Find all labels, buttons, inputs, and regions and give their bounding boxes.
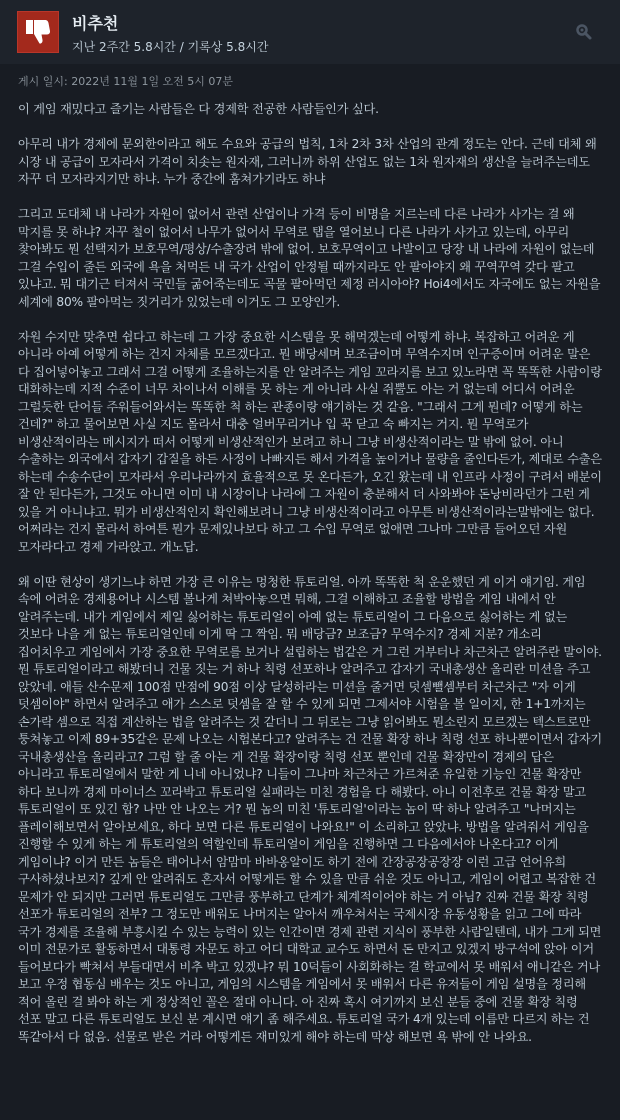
review-paragraph: 그리고 도대체 내 나라가 자원이 없어서 관련 산업이나 가격 등이 비명을 지르는데 다른 나라가 사가는 걸 왜 막지를 못 하냐? 자꾸 철이 없어서 나무가 없어서 무역로 탭을 열어보니 다른 나라가 사가고 있는데, 아무리 찾아봐도 뭔 선택지가 보호무역/평상/수출장려 밖에 없어. 보호무역이고 나발이고 당장 내 나라에 자원이 없는데 그걸 수입이 줄든 외국에 욕을 처먹든 내 국가 산업이 안정될 때까지라도 안 팔아야지 왜 꾸역꾸역 갖다 팔고 있냐고. 뭐 대기근 터져서 국민들 굶어죽는데도 곡물 팔아먹던 제정 러시아야? Hoi4에서도 자국에도 없는 자원을 세계에 80% 팔아먹는 짓거리가 있었는데 이거도 그 모양인가. <box>18 207 601 309</box>
review-header <box>0 0 620 64</box>
review-body <box>18 101 603 1046</box>
playtime-hours: 지난 2주간 5.8시간 / 기록상 5.8시간 <box>72 40 269 54</box>
thumbs-down-icon <box>17 11 59 53</box>
gear-icon[interactable] <box>574 22 594 42</box>
review-verdict: 비추천 <box>72 14 119 33</box>
review-paragraph: 아무리 내가 경제에 문외한이라고 해도 수요와 공급의 법칙, 1차 2차 3차 산업의 관계 정도는 안다. 근데 대체 왜 시장 내 공급이 모자라서 가격이 치솟는 원자재, 그러니까 하위 산업도 없는 1차 원자재의 생산을 늘려주는데도 자꾸 더 모자라지기만 하냐. 누가 중간에 훔쳐가기라도 하냐 <box>18 137 597 186</box>
review-paragraph: 자원 수지만 맞추면 쉽다고 하는데 그 가장 중요한 시스템을 못 해먹겠는데 어떻게 하냐. 복잡하고 어려운 게 아니라 아예 어떻게 하는 건지 자체를 모르겠다고. 뭔 배당세며 보조금이며 무역수지며 인구증이며 어려운 말은 다 집어넣어놓고 그래서 그걸 어떻게 조율하는지를 안 알려주는 게임 꼬라지를 보고 있노라면 꼭 똑똑한 사람이랑 대화하는데 지적 수준이 너무 차이나서 이해를 못 하는 게 아니라 사실 쥐뿔도 아는 거 없는데 어디서 어려운 그럴듯한 단어들 주워들어와서는 똑똑한 척 하는 관종이랑 얘기하는 것 같음. "그래서 그게 뭔데? 어떻게 하는 건데?" 하고 물어보면 사실 지도 몰라서 대충 얼버무리거나 입 꾹 닫고 숙 빠지는 거지. 뭔 무역로가 비생산적이라는 메시지가 떠서 어떻게 비생산적인가 보려고 하니 그냥 비생산적이라는 말 밖에 없어. 아니 수출하는 외국에서 갑자기 갑질을 하든 사정이 나빠지든 해서 가격을 높이거나 물량을 줄인다든가, 제대로 수출은 하는데 수송수단이 모자라서 우리나라까지 효율적으로 못 온다든가, 오긴 왔는데 내 인프라 사정이 구려서 배분이 잘 안 된다든가, 그것도 아니면 이미 내 시장이나 나라에 그 자원이 충분해서 더 사와봐야 돈낭비라던가 그런 게 있을 거 아니냐고. 뭐가 비생산적인지 확인해보려니 그냥 비생산적이라고 아무튼 비생산적이라는말밖에는 없다. 어쩌라는 건지 몰라서 하여튼 뭔가 문제있나보다 하고 그 수입 무역로 없애면 그나마 그만큼 들어오던 자원 모자라다고 경제 가라앉고. 개노답. <box>18 329 602 554</box>
posted-date: 게시 일시: 2022년 11월 1일 오전 5시 07분 <box>18 75 234 88</box>
review-paragraph: 왜 이딴 현상이 생기느냐 하면 가장 큰 이유는 멍청한 튜토리얼. 아까 똑똑한 척 운운했던 게 이거 얘기임. 게임 속에 어려운 경제용어나 시스템 볼나게 쳐박아놓으면 뭐해, 그걸 이해하고 조율할 방법을 게임 내에서 안 알려주는데. 내가 게임에서 제일 싫어하는 튜토리얼이 아예 없는 튜토리얼이 그 다음으로 싫어하는 게 없는 것보다 나을 게 없는 튜토리얼인데 이게 딱 그 짝임. 뭐 배당금? 보조금? 무역수지? 경제 지분? 개소리 집어치우고 게임에서 가장 중요한 무역로를 보거나 설립하는 법같은 거 그런 거부터나 차근차근 알려주란 말이야. 뭔 튜토리얼이라고 해봤더니 건물 짓는 거 하나 칙령 선포하나 알려주고 갑자기 국내총생산 올리란 미션을 주고 앉았네. 애들 산수문제 100점 만점에 90점 이상 달성하라는 미션을 줄거면 덧셈뺄셈부터 차근차근 "자 이게 덧셈이야" 하면서 알려주고 애가 스스로 덧셈을 잘 할 수 있게 되면 그제서야 시험을 볼 일이지, 한 1+1까지는 손가락 셈으로 직접 계산하는 법을 알려주는 것 같더니 그 뒤로는 그냥 읽어봐도 뭔소린지 모르겠는 텍스트로만 퉁쳐놓고 이제 89+35같은 문제 나오는 시험본다고? 알려주는 건 건물 확장 하나 칙령 선포 하나뿐이면서 갑자기 국내총생산을 올리라고? 그럼 할 줄 아는 게 건물 확장이랑 칙령 선포 뿐인데 건물 확장만이 경제의 답은 아니라고 튜토리얼에서 말한 게 니네 아니었냐? 니들이 그나마 차근차근 가르쳐준 유일한 기능인 건물 확장만 하다 보니까 경제 마이너스 꼬라박고 튜토리얼 실패라는 미친 경험을 다 해봤다. 아니 이전후로 건물 확장 말고 튜토리얼이 또 있긴 함? 나만 안 나오는 거? 뭔 놈의 미친 '튜토리얼'이라는 놈이 딱 하나 알려주고 "나머지는 플레이해보면서 알아보세요, 하다 보면 다른 튜토리얼이 나와요!" 이 소리하고 앉았냐. 방법을 알려줘서 게임을 진행할 수 있게 하는 게 튜토리얼의 역할인데 튜토리얼이 게임을 진행하면 그 다음에서야 나온다고? 이게 게임이냐? 이거 만든 놈들은 태어나서 암맘마 바바옹알이도 하기 전에 간장공장공장장 이런 고급 언어유희 구사하셨나보지? 깊게 안 알려줘도 혼자서 어떻게든 할 수 있을 만큼 쉬운 것도 아니고, 게임이 어렵고 복잡한 건 문제가 안 되지만 그러면 튜토리얼도 그만큼 풍부하고 단계가 체계적이어야 하는 거 아님? 진짜 건물 확장 칙령 선포가 튜토리얼의 전부? 그 정도만 배워도 나머지는 알아서 깨우쳐서는 국제시장 유동성황을 읽고 그에 따라 국가 경제를 조율해 부흥시킬 수 있는 능력이 있는 인간이면 경제 관련 지식이 풍부한 사람일텐데, 내가 그게 되면 이미 전문가로 활동하면서 대통령 자문도 하고 어디 대학교 교수도 하면서 돈 만지고 있겠지 방구석에 앉아 이거 들어보다가 빡쳐서 부들대면서 비추 박고 있겠냐? 뭐 10덕들이 사회화하는 걸 학교에서 못 배워서 애니같은 거나 보고 우정 협동심 배우는 것도 아니고, 게임의 시스템을 게임에서 못 배워서 다른 유저들이 게임 설명을 정리해 적어 올린 걸 봐야 하는 게 정상적인 꼴은 절대 아니다. 아 진짜 혹시 여기까지 보신 분들 중에 건물 확장 칙령 선포 말고 다른 튜토리얼도 보신 분 계시면 얘기 좀 해주세요. 튜토리얼 국가 4개 있는데 이름만 다르지 하는 건 똑같아서 다 없음. 선물로 받은 거라 어떻게든 재미있게 해야 하는데 막상 해보면 욕 밖에 안 나와요. <box>18 574 603 1044</box>
review-paragraph: 이 게임 재밌다고 즐기는 사람들은 다 경제학 전공한 사람들인가 싶다. <box>18 102 379 116</box>
